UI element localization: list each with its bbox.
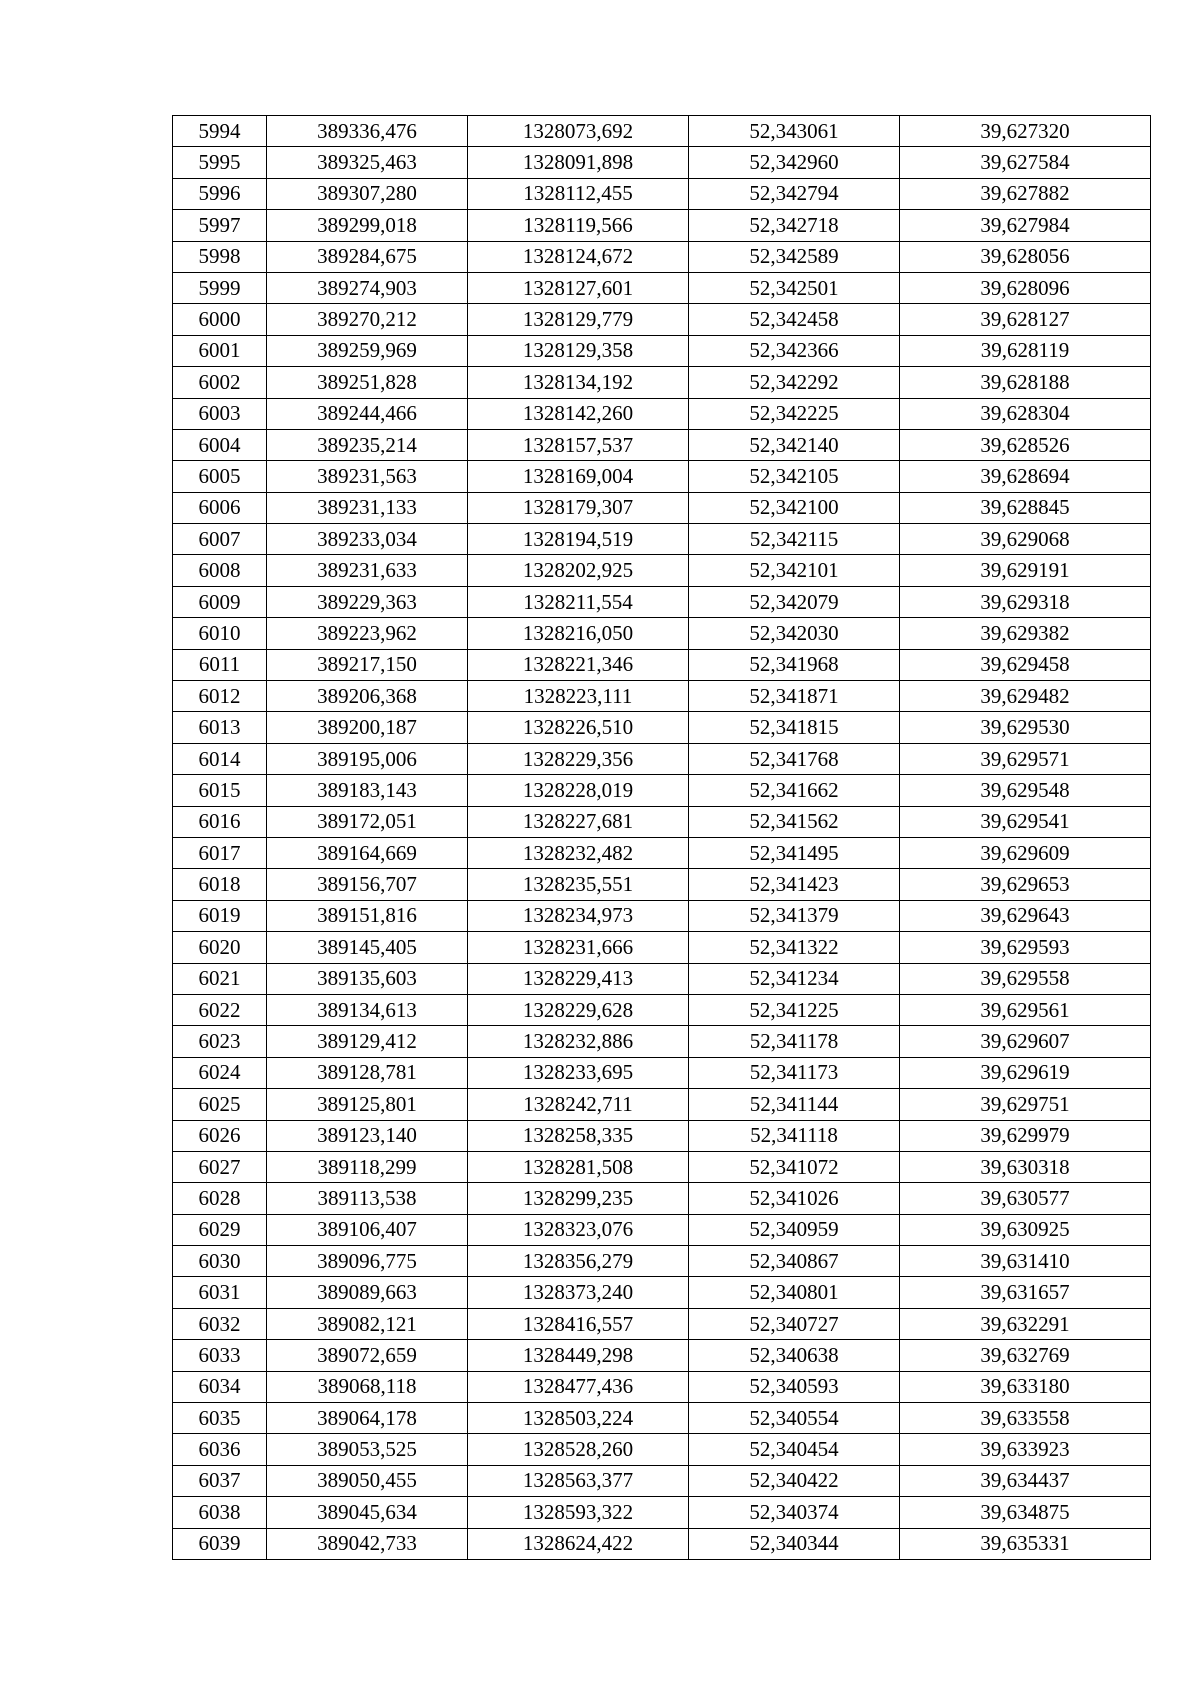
latitude-cell: 39,629607 xyxy=(900,1026,1151,1057)
x-coordinate-cell: 389096,775 xyxy=(267,1246,468,1277)
longitude-cell: 52,341026 xyxy=(689,1183,900,1214)
x-coordinate-cell: 389172,051 xyxy=(267,806,468,837)
table-row xyxy=(173,586,1151,617)
y-coordinate-cell: 1328134,192 xyxy=(468,367,689,398)
y-coordinate-cell: 1328416,557 xyxy=(468,1308,689,1339)
latitude-cell: 39,629558 xyxy=(900,963,1151,994)
x-coordinate-cell: 389231,133 xyxy=(267,492,468,523)
table-row xyxy=(173,1465,1151,1496)
table-row xyxy=(173,932,1151,963)
longitude-cell: 52,342101 xyxy=(689,555,900,586)
table-row xyxy=(173,1434,1151,1465)
point-number-cell: 6014 xyxy=(173,743,267,774)
longitude-cell: 52,341495 xyxy=(689,837,900,868)
longitude-cell: 52,342292 xyxy=(689,367,900,398)
point-number-cell: 6023 xyxy=(173,1026,267,1057)
table-row xyxy=(173,116,1151,147)
x-coordinate-cell: 389336,476 xyxy=(267,116,468,147)
latitude-cell: 39,633558 xyxy=(900,1403,1151,1434)
point-number-cell: 6025 xyxy=(173,1089,267,1120)
latitude-cell: 39,629191 xyxy=(900,555,1151,586)
point-number-cell: 6039 xyxy=(173,1528,267,1559)
latitude-cell: 39,629382 xyxy=(900,618,1151,649)
longitude-cell: 52,340454 xyxy=(689,1434,900,1465)
table-row xyxy=(173,1089,1151,1120)
latitude-cell: 39,629609 xyxy=(900,837,1151,868)
y-coordinate-cell: 1328226,510 xyxy=(468,712,689,743)
latitude-cell: 39,628127 xyxy=(900,304,1151,335)
x-coordinate-cell: 389106,407 xyxy=(267,1214,468,1245)
table-row xyxy=(173,210,1151,241)
longitude-cell: 52,342030 xyxy=(689,618,900,649)
table-row xyxy=(173,272,1151,303)
point-number-cell: 6034 xyxy=(173,1371,267,1402)
point-number-cell: 6026 xyxy=(173,1120,267,1151)
longitude-cell: 52,340727 xyxy=(689,1308,900,1339)
longitude-cell: 52,342501 xyxy=(689,272,900,303)
table-row xyxy=(173,712,1151,743)
longitude-cell: 52,341662 xyxy=(689,775,900,806)
x-coordinate-cell: 389274,903 xyxy=(267,272,468,303)
longitude-cell: 52,341118 xyxy=(689,1120,900,1151)
x-coordinate-cell: 389072,659 xyxy=(267,1340,468,1371)
coordinates-table-body xyxy=(173,116,1151,1560)
y-coordinate-cell: 1328373,240 xyxy=(468,1277,689,1308)
x-coordinate-cell: 389145,405 xyxy=(267,932,468,963)
point-number-cell: 6001 xyxy=(173,335,267,366)
latitude-cell: 39,629619 xyxy=(900,1057,1151,1088)
x-coordinate-cell: 389118,299 xyxy=(267,1151,468,1182)
y-coordinate-cell: 1328127,601 xyxy=(468,272,689,303)
y-coordinate-cell: 1328281,508 xyxy=(468,1151,689,1182)
latitude-cell: 39,635331 xyxy=(900,1528,1151,1559)
latitude-cell: 39,633180 xyxy=(900,1371,1151,1402)
y-coordinate-cell: 1328221,346 xyxy=(468,649,689,680)
table-row xyxy=(173,1151,1151,1182)
y-coordinate-cell: 1328233,695 xyxy=(468,1057,689,1088)
table-row xyxy=(173,1214,1151,1245)
point-number-cell: 6035 xyxy=(173,1403,267,1434)
x-coordinate-cell: 389206,368 xyxy=(267,681,468,712)
latitude-cell: 39,630925 xyxy=(900,1214,1151,1245)
longitude-cell: 52,342105 xyxy=(689,461,900,492)
table-row xyxy=(173,775,1151,806)
point-number-cell: 6003 xyxy=(173,398,267,429)
y-coordinate-cell: 1328258,335 xyxy=(468,1120,689,1151)
y-coordinate-cell: 1328229,413 xyxy=(468,963,689,994)
y-coordinate-cell: 1328223,111 xyxy=(468,681,689,712)
table-row xyxy=(173,429,1151,460)
table-row xyxy=(173,1246,1151,1277)
latitude-cell: 39,628119 xyxy=(900,335,1151,366)
x-coordinate-cell: 389042,733 xyxy=(267,1528,468,1559)
table-row xyxy=(173,304,1151,335)
table-row xyxy=(173,555,1151,586)
latitude-cell: 39,628188 xyxy=(900,367,1151,398)
x-coordinate-cell: 389151,816 xyxy=(267,900,468,931)
x-coordinate-cell: 389068,118 xyxy=(267,1371,468,1402)
point-number-cell: 6028 xyxy=(173,1183,267,1214)
y-coordinate-cell: 1328216,050 xyxy=(468,618,689,649)
latitude-cell: 39,632291 xyxy=(900,1308,1151,1339)
table-row xyxy=(173,743,1151,774)
longitude-cell: 52,341768 xyxy=(689,743,900,774)
longitude-cell: 52,342718 xyxy=(689,210,900,241)
y-coordinate-cell: 1328227,681 xyxy=(468,806,689,837)
table-row xyxy=(173,963,1151,994)
table-row xyxy=(173,1497,1151,1528)
table-row xyxy=(173,649,1151,680)
latitude-cell: 39,629751 xyxy=(900,1089,1151,1120)
y-coordinate-cell: 1328202,925 xyxy=(468,555,689,586)
y-coordinate-cell: 1328229,356 xyxy=(468,743,689,774)
y-coordinate-cell: 1328157,537 xyxy=(468,429,689,460)
point-number-cell: 6009 xyxy=(173,586,267,617)
coordinates-table xyxy=(172,115,1151,1560)
point-number-cell: 6005 xyxy=(173,461,267,492)
x-coordinate-cell: 389045,634 xyxy=(267,1497,468,1528)
point-number-cell: 6030 xyxy=(173,1246,267,1277)
y-coordinate-cell: 1328323,076 xyxy=(468,1214,689,1245)
latitude-cell: 39,634437 xyxy=(900,1465,1151,1496)
y-coordinate-cell: 1328228,019 xyxy=(468,775,689,806)
point-number-cell: 6022 xyxy=(173,994,267,1025)
y-coordinate-cell: 1328242,711 xyxy=(468,1089,689,1120)
point-number-cell: 6006 xyxy=(173,492,267,523)
latitude-cell: 39,628056 xyxy=(900,241,1151,272)
longitude-cell: 52,342458 xyxy=(689,304,900,335)
x-coordinate-cell: 389156,707 xyxy=(267,869,468,900)
point-number-cell: 5999 xyxy=(173,272,267,303)
y-coordinate-cell: 1328129,358 xyxy=(468,335,689,366)
point-number-cell: 6032 xyxy=(173,1308,267,1339)
latitude-cell: 39,631657 xyxy=(900,1277,1151,1308)
x-coordinate-cell: 389231,563 xyxy=(267,461,468,492)
latitude-cell: 39,628526 xyxy=(900,429,1151,460)
table-row xyxy=(173,335,1151,366)
x-coordinate-cell: 389134,613 xyxy=(267,994,468,1025)
point-number-cell: 6004 xyxy=(173,429,267,460)
y-coordinate-cell: 1328091,898 xyxy=(468,147,689,178)
table-row xyxy=(173,994,1151,1025)
latitude-cell: 39,627882 xyxy=(900,178,1151,209)
longitude-cell: 52,341178 xyxy=(689,1026,900,1057)
point-number-cell: 6000 xyxy=(173,304,267,335)
latitude-cell: 39,629593 xyxy=(900,932,1151,963)
y-coordinate-cell: 1328593,322 xyxy=(468,1497,689,1528)
latitude-cell: 39,629541 xyxy=(900,806,1151,837)
longitude-cell: 52,342366 xyxy=(689,335,900,366)
latitude-cell: 39,633923 xyxy=(900,1434,1151,1465)
longitude-cell: 52,341225 xyxy=(689,994,900,1025)
table-row xyxy=(173,1528,1151,1559)
latitude-cell: 39,627584 xyxy=(900,147,1151,178)
latitude-cell: 39,627320 xyxy=(900,116,1151,147)
y-coordinate-cell: 1328231,666 xyxy=(468,932,689,963)
y-coordinate-cell: 1328129,779 xyxy=(468,304,689,335)
latitude-cell: 39,628694 xyxy=(900,461,1151,492)
longitude-cell: 52,340959 xyxy=(689,1214,900,1245)
longitude-cell: 52,340867 xyxy=(689,1246,900,1277)
latitude-cell: 39,629530 xyxy=(900,712,1151,743)
longitude-cell: 52,342225 xyxy=(689,398,900,429)
point-number-cell: 6033 xyxy=(173,1340,267,1371)
point-number-cell: 6011 xyxy=(173,649,267,680)
x-coordinate-cell: 389217,150 xyxy=(267,649,468,680)
latitude-cell: 39,629482 xyxy=(900,681,1151,712)
y-coordinate-cell: 1328299,235 xyxy=(468,1183,689,1214)
point-number-cell: 6024 xyxy=(173,1057,267,1088)
point-number-cell: 5994 xyxy=(173,116,267,147)
y-coordinate-cell: 1328477,436 xyxy=(468,1371,689,1402)
x-coordinate-cell: 389284,675 xyxy=(267,241,468,272)
x-coordinate-cell: 389251,828 xyxy=(267,367,468,398)
x-coordinate-cell: 389053,525 xyxy=(267,1434,468,1465)
point-number-cell: 6018 xyxy=(173,869,267,900)
longitude-cell: 52,341379 xyxy=(689,900,900,931)
table-row xyxy=(173,241,1151,272)
x-coordinate-cell: 389195,006 xyxy=(267,743,468,774)
point-number-cell: 6017 xyxy=(173,837,267,868)
table-row xyxy=(173,681,1151,712)
y-coordinate-cell: 1328234,973 xyxy=(468,900,689,931)
point-number-cell: 6016 xyxy=(173,806,267,837)
y-coordinate-cell: 1328528,260 xyxy=(468,1434,689,1465)
x-coordinate-cell: 389307,280 xyxy=(267,178,468,209)
table-row xyxy=(173,618,1151,649)
y-coordinate-cell: 1328073,692 xyxy=(468,116,689,147)
x-coordinate-cell: 389233,034 xyxy=(267,524,468,555)
y-coordinate-cell: 1328112,455 xyxy=(468,178,689,209)
y-coordinate-cell: 1328624,422 xyxy=(468,1528,689,1559)
point-number-cell: 6013 xyxy=(173,712,267,743)
x-coordinate-cell: 389064,178 xyxy=(267,1403,468,1434)
x-coordinate-cell: 389125,801 xyxy=(267,1089,468,1120)
x-coordinate-cell: 389270,212 xyxy=(267,304,468,335)
table-row xyxy=(173,1371,1151,1402)
longitude-cell: 52,340344 xyxy=(689,1528,900,1559)
table-row xyxy=(173,147,1151,178)
point-number-cell: 5995 xyxy=(173,147,267,178)
x-coordinate-cell: 389089,663 xyxy=(267,1277,468,1308)
y-coordinate-cell: 1328119,566 xyxy=(468,210,689,241)
latitude-cell: 39,628096 xyxy=(900,272,1151,303)
latitude-cell: 39,634875 xyxy=(900,1497,1151,1528)
table-row xyxy=(173,837,1151,868)
y-coordinate-cell: 1328179,307 xyxy=(468,492,689,523)
longitude-cell: 52,340638 xyxy=(689,1340,900,1371)
longitude-cell: 52,341322 xyxy=(689,932,900,963)
point-number-cell: 6010 xyxy=(173,618,267,649)
y-coordinate-cell: 1328232,482 xyxy=(468,837,689,868)
table-row xyxy=(173,461,1151,492)
x-coordinate-cell: 389244,466 xyxy=(267,398,468,429)
longitude-cell: 52,340593 xyxy=(689,1371,900,1402)
table-row xyxy=(173,1026,1151,1057)
longitude-cell: 52,341968 xyxy=(689,649,900,680)
point-number-cell: 6019 xyxy=(173,900,267,931)
point-number-cell: 6007 xyxy=(173,524,267,555)
table-row xyxy=(173,398,1151,429)
point-number-cell: 6029 xyxy=(173,1214,267,1245)
point-number-cell: 6037 xyxy=(173,1465,267,1496)
table-row xyxy=(173,1057,1151,1088)
x-coordinate-cell: 389231,633 xyxy=(267,555,468,586)
longitude-cell: 52,341173 xyxy=(689,1057,900,1088)
point-number-cell: 5997 xyxy=(173,210,267,241)
table-row xyxy=(173,806,1151,837)
longitude-cell: 52,340554 xyxy=(689,1403,900,1434)
point-number-cell: 6002 xyxy=(173,367,267,398)
latitude-cell: 39,629458 xyxy=(900,649,1151,680)
longitude-cell: 52,342589 xyxy=(689,241,900,272)
x-coordinate-cell: 389164,669 xyxy=(267,837,468,868)
point-number-cell: 6008 xyxy=(173,555,267,586)
x-coordinate-cell: 389082,121 xyxy=(267,1308,468,1339)
x-coordinate-cell: 389299,018 xyxy=(267,210,468,241)
latitude-cell: 39,627984 xyxy=(900,210,1151,241)
x-coordinate-cell: 389229,363 xyxy=(267,586,468,617)
longitude-cell: 52,341815 xyxy=(689,712,900,743)
y-coordinate-cell: 1328229,628 xyxy=(468,994,689,1025)
x-coordinate-cell: 389183,143 xyxy=(267,775,468,806)
x-coordinate-cell: 389235,214 xyxy=(267,429,468,460)
latitude-cell: 39,629548 xyxy=(900,775,1151,806)
point-number-cell: 6031 xyxy=(173,1277,267,1308)
table-row xyxy=(173,1183,1151,1214)
x-coordinate-cell: 389223,962 xyxy=(267,618,468,649)
point-number-cell: 6027 xyxy=(173,1151,267,1182)
latitude-cell: 39,630318 xyxy=(900,1151,1151,1182)
table-row xyxy=(173,1308,1151,1339)
y-coordinate-cell: 1328356,279 xyxy=(468,1246,689,1277)
point-number-cell: 6020 xyxy=(173,932,267,963)
latitude-cell: 39,629571 xyxy=(900,743,1151,774)
point-number-cell: 6021 xyxy=(173,963,267,994)
x-coordinate-cell: 389128,781 xyxy=(267,1057,468,1088)
y-coordinate-cell: 1328169,004 xyxy=(468,461,689,492)
y-coordinate-cell: 1328503,224 xyxy=(468,1403,689,1434)
longitude-cell: 52,342115 xyxy=(689,524,900,555)
longitude-cell: 52,342100 xyxy=(689,492,900,523)
latitude-cell: 39,629068 xyxy=(900,524,1151,555)
point-number-cell: 6036 xyxy=(173,1434,267,1465)
latitude-cell: 39,629979 xyxy=(900,1120,1151,1151)
table-row xyxy=(173,900,1151,931)
longitude-cell: 52,342960 xyxy=(689,147,900,178)
table-row xyxy=(173,1277,1151,1308)
x-coordinate-cell: 389113,538 xyxy=(267,1183,468,1214)
latitude-cell: 39,629653 xyxy=(900,869,1151,900)
longitude-cell: 52,341562 xyxy=(689,806,900,837)
latitude-cell: 39,630577 xyxy=(900,1183,1151,1214)
table-row xyxy=(173,1340,1151,1371)
latitude-cell: 39,628304 xyxy=(900,398,1151,429)
table-row xyxy=(173,1403,1151,1434)
latitude-cell: 39,629643 xyxy=(900,900,1151,931)
longitude-cell: 52,342794 xyxy=(689,178,900,209)
x-coordinate-cell: 389259,969 xyxy=(267,335,468,366)
latitude-cell: 39,632769 xyxy=(900,1340,1151,1371)
x-coordinate-cell: 389325,463 xyxy=(267,147,468,178)
y-coordinate-cell: 1328235,551 xyxy=(468,869,689,900)
point-number-cell: 5998 xyxy=(173,241,267,272)
longitude-cell: 52,343061 xyxy=(689,116,900,147)
longitude-cell: 52,341072 xyxy=(689,1151,900,1182)
longitude-cell: 52,341423 xyxy=(689,869,900,900)
longitude-cell: 52,342079 xyxy=(689,586,900,617)
y-coordinate-cell: 1328232,886 xyxy=(468,1026,689,1057)
point-number-cell: 6012 xyxy=(173,681,267,712)
y-coordinate-cell: 1328124,672 xyxy=(468,241,689,272)
longitude-cell: 52,341234 xyxy=(689,963,900,994)
x-coordinate-cell: 389123,140 xyxy=(267,1120,468,1151)
table-row xyxy=(173,492,1151,523)
latitude-cell: 39,631410 xyxy=(900,1246,1151,1277)
table-row xyxy=(173,178,1151,209)
latitude-cell: 39,628845 xyxy=(900,492,1151,523)
y-coordinate-cell: 1328563,377 xyxy=(468,1465,689,1496)
longitude-cell: 52,340422 xyxy=(689,1465,900,1496)
latitude-cell: 39,629561 xyxy=(900,994,1151,1025)
x-coordinate-cell: 389129,412 xyxy=(267,1026,468,1057)
table-row xyxy=(173,869,1151,900)
table-row xyxy=(173,367,1151,398)
point-number-cell: 5996 xyxy=(173,178,267,209)
x-coordinate-cell: 389050,455 xyxy=(267,1465,468,1496)
x-coordinate-cell: 389135,603 xyxy=(267,963,468,994)
longitude-cell: 52,342140 xyxy=(689,429,900,460)
longitude-cell: 52,341871 xyxy=(689,681,900,712)
y-coordinate-cell: 1328194,519 xyxy=(468,524,689,555)
point-number-cell: 6038 xyxy=(173,1497,267,1528)
latitude-cell: 39,629318 xyxy=(900,586,1151,617)
table-row xyxy=(173,524,1151,555)
y-coordinate-cell: 1328142,260 xyxy=(468,398,689,429)
longitude-cell: 52,341144 xyxy=(689,1089,900,1120)
x-coordinate-cell: 389200,187 xyxy=(267,712,468,743)
longitude-cell: 52,340801 xyxy=(689,1277,900,1308)
y-coordinate-cell: 1328449,298 xyxy=(468,1340,689,1371)
longitude-cell: 52,340374 xyxy=(689,1497,900,1528)
point-number-cell: 6015 xyxy=(173,775,267,806)
table-row xyxy=(173,1120,1151,1151)
y-coordinate-cell: 1328211,554 xyxy=(468,586,689,617)
